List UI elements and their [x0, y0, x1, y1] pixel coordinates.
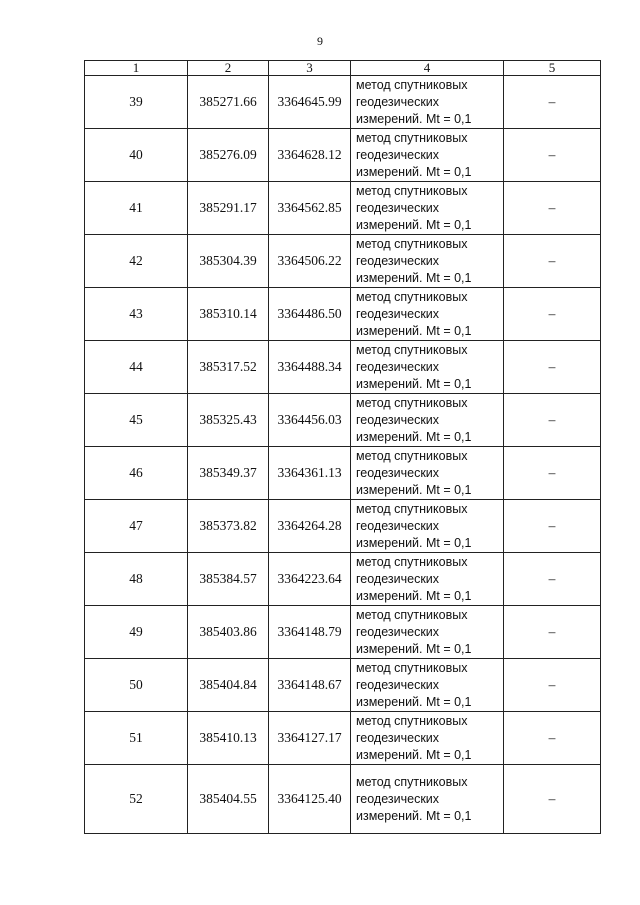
method-cell [351, 341, 504, 394]
method-line-3: измерений. Mt = 0,1 [356, 270, 472, 285]
coordinates-table [84, 60, 601, 834]
method-cell [351, 553, 504, 606]
table-row [85, 500, 601, 553]
method-line-2: геодезических [356, 359, 440, 374]
point-number: 43 [85, 288, 188, 341]
coordinate-x: 385291.17 [188, 182, 269, 235]
column-5-value: – [504, 182, 601, 235]
method-line-2: геодезических [356, 624, 440, 639]
coordinate-y: 3364223.64 [269, 553, 351, 606]
method-line-2: геодезических [356, 200, 440, 215]
method-line-3: измерений. Mt = 0,1 [356, 482, 472, 497]
column-5-value: – [504, 659, 601, 712]
column-5-value: – [504, 500, 601, 553]
coordinate-x: 385349.37 [188, 447, 269, 500]
point-number: 46 [85, 447, 188, 500]
method-cell [351, 712, 504, 765]
point-number: 48 [85, 553, 188, 606]
method-line-1: метод спутниковых [356, 607, 468, 622]
method-line-2: геодезических [356, 306, 440, 321]
table-row [85, 606, 601, 659]
point-number: 41 [85, 182, 188, 235]
coordinate-y: 3364127.17 [269, 712, 351, 765]
column-5-value: – [504, 129, 601, 182]
coordinate-y: 3364456.03 [269, 394, 351, 447]
method-line-3: измерений. Mt = 0,1 [356, 808, 472, 823]
coordinate-x: 385384.57 [188, 553, 269, 606]
method-line-2: геодезических [356, 677, 440, 692]
coordinate-x: 385404.84 [188, 659, 269, 712]
method-line-1: метод спутниковых [356, 342, 468, 357]
table-header-row [85, 61, 601, 76]
coordinate-y: 3364488.34 [269, 341, 351, 394]
coordinate-y: 3364486.50 [269, 288, 351, 341]
table-row [85, 659, 601, 712]
coordinate-y: 3364148.67 [269, 659, 351, 712]
point-number: 39 [85, 76, 188, 129]
point-number: 49 [85, 606, 188, 659]
table-row [85, 394, 601, 447]
method-cell [351, 76, 504, 129]
method-line-2: геодезических [356, 147, 440, 162]
page-number: 9 [317, 34, 323, 48]
method-line-1: метод спутниковых [356, 130, 468, 145]
coordinate-x: 385276.09 [188, 129, 269, 182]
method-line-1: метод спутниковых [356, 713, 468, 728]
coordinate-y: 3364562.85 [269, 182, 351, 235]
table-row [85, 553, 601, 606]
method-line-1: метод спутниковых [356, 660, 468, 675]
column-5-value: – [504, 394, 601, 447]
table-row [85, 129, 601, 182]
point-number: 47 [85, 500, 188, 553]
table-row [85, 447, 601, 500]
column-header-5: 5 [504, 61, 601, 76]
coordinate-x: 385410.13 [188, 712, 269, 765]
coordinate-x: 385325.43 [188, 394, 269, 447]
method-cell [351, 606, 504, 659]
column-5-value: – [504, 76, 601, 129]
point-number: 50 [85, 659, 188, 712]
point-number: 40 [85, 129, 188, 182]
method-line-1: метод спутниковых [356, 501, 468, 516]
point-number: 44 [85, 341, 188, 394]
column-5-value: – [504, 447, 601, 500]
method-cell [351, 500, 504, 553]
column-header-2: 2 [188, 61, 269, 76]
table-row [85, 235, 601, 288]
coordinate-y: 3364506.22 [269, 235, 351, 288]
point-number: 51 [85, 712, 188, 765]
column-5-value: – [504, 288, 601, 341]
coordinate-y: 3364264.28 [269, 500, 351, 553]
method-line-2: геодезических [356, 791, 440, 806]
method-line-2: геодезических [356, 253, 440, 268]
point-number: 45 [85, 394, 188, 447]
method-line-1: метод спутниковых [356, 554, 468, 569]
method-cell [351, 659, 504, 712]
method-line-2: геодезических [356, 571, 440, 586]
method-line-1: метод спутниковых [356, 448, 468, 463]
method-line-1: метод спутниковых [356, 183, 468, 198]
method-line-3: измерений. Mt = 0,1 [356, 376, 472, 391]
table-row [85, 712, 601, 765]
column-5-value: – [504, 606, 601, 659]
method-cell [351, 765, 504, 834]
table-row [85, 341, 601, 394]
column-header-3: 3 [269, 61, 351, 76]
coordinate-x: 385404.55 [188, 765, 269, 834]
method-line-2: геодезических [356, 730, 440, 745]
method-cell [351, 394, 504, 447]
method-line-1: метод спутниковых [356, 289, 468, 304]
method-line-1: метод спутниковых [356, 774, 468, 789]
method-line-3: измерений. Mt = 0,1 [356, 323, 472, 338]
coordinate-y: 3364645.99 [269, 76, 351, 129]
method-line-1: метод спутниковых [356, 236, 468, 251]
method-line-2: геодезических [356, 465, 440, 480]
method-line-2: геодезических [356, 412, 440, 427]
method-line-3: измерений. Mt = 0,1 [356, 111, 472, 126]
table-row [85, 182, 601, 235]
method-cell [351, 288, 504, 341]
column-5-value: – [504, 553, 601, 606]
method-line-3: измерений. Mt = 0,1 [356, 535, 472, 550]
coordinate-x: 385317.52 [188, 341, 269, 394]
coordinate-x: 385271.66 [188, 76, 269, 129]
method-line-1: метод спутниковых [356, 395, 468, 410]
method-cell [351, 447, 504, 500]
table-row [85, 76, 601, 129]
column-header-4: 4 [351, 61, 504, 76]
coordinate-x: 385403.86 [188, 606, 269, 659]
method-cell [351, 129, 504, 182]
method-line-2: геодезических [356, 94, 440, 109]
column-5-value: – [504, 712, 601, 765]
column-5-value: – [504, 341, 601, 394]
coordinate-y: 3364148.79 [269, 606, 351, 659]
method-line-3: измерений. Mt = 0,1 [356, 164, 472, 179]
column-5-value: – [504, 235, 601, 288]
method-line-3: измерений. Mt = 0,1 [356, 588, 472, 603]
method-line-3: измерений. Mt = 0,1 [356, 694, 472, 709]
column-header-1: 1 [85, 61, 188, 76]
method-line-1: метод спутниковых [356, 77, 468, 92]
coordinate-y: 3364628.12 [269, 129, 351, 182]
coordinate-x: 385373.82 [188, 500, 269, 553]
coordinate-x: 385310.14 [188, 288, 269, 341]
table-row [85, 765, 601, 834]
method-line-3: измерений. Mt = 0,1 [356, 429, 472, 444]
table-row [85, 288, 601, 341]
point-number: 52 [85, 765, 188, 834]
column-5-value: – [504, 765, 601, 834]
method-line-2: геодезических [356, 518, 440, 533]
method-line-3: измерений. Mt = 0,1 [356, 747, 472, 762]
method-line-3: измерений. Mt = 0,1 [356, 217, 472, 232]
coordinate-y: 3364125.40 [269, 765, 351, 834]
coordinate-y: 3364361.13 [269, 447, 351, 500]
method-cell [351, 235, 504, 288]
point-number: 42 [85, 235, 188, 288]
method-line-3: измерений. Mt = 0,1 [356, 641, 472, 656]
coordinate-x: 385304.39 [188, 235, 269, 288]
method-cell [351, 182, 504, 235]
